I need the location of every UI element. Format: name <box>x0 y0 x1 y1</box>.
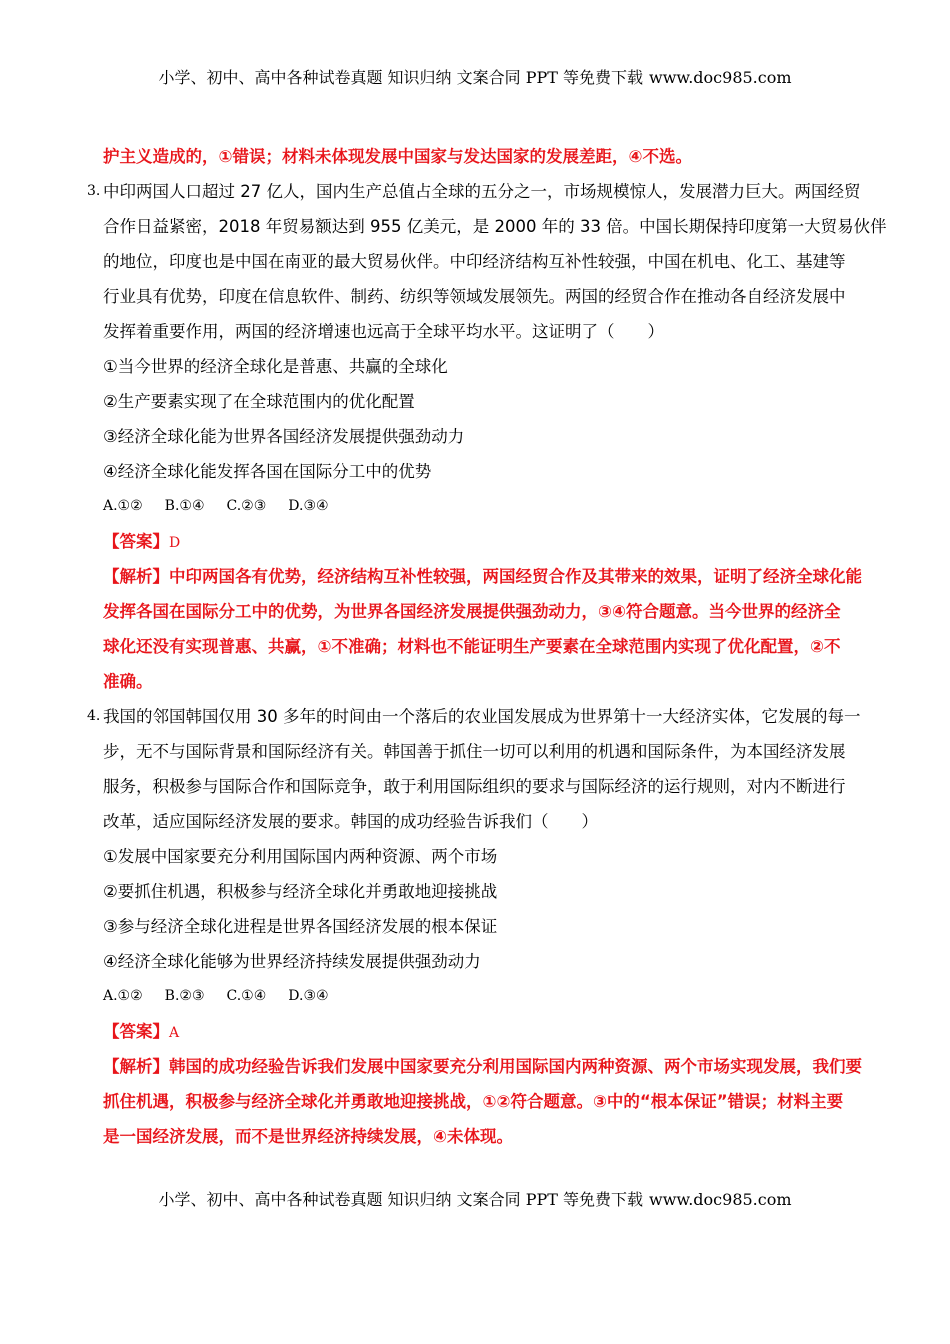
q4-analysis-line: 抓住机遇，积极参与经济全球化并勇敢地迎接挑战，①②符合题意。③中的“根本保证”错误；材料主要 <box>103 1092 844 1111</box>
q4-option-d[interactable]: D.③④ <box>288 988 329 1004</box>
q3-analysis-line: 球化还没有实现普惠、共赢，①不准确；材料也不能证明生产要素在全球范围内实现了优化配置，②不 <box>103 637 841 656</box>
q3-analysis-line: 发挥各国在国际分工中的优势，为世界各国经济发展提供强劲动力，③④符合题意。当今世界的经济全 <box>103 602 841 621</box>
q4-statement: ②要抓住机遇，积极参与经济全球化并勇敢地迎接挑战 <box>103 882 498 901</box>
q4-answer <box>103 1014 873 1049</box>
q3-stem-line: 行业具有优势，印度在信息软件、制药、纺织等领域发展领先。两国的经贸合作在推动各自经济发展中 <box>103 287 846 306</box>
q4-answer-value: A <box>169 1025 180 1041</box>
question-4 <box>87 699 873 1154</box>
header-site: www.doc985.com <box>649 68 792 87</box>
q4-analysis-label: 【解析】 <box>103 1057 169 1076</box>
q3-analysis-line: 准确。 <box>103 672 153 691</box>
q3-option-b[interactable]: B.①④ <box>164 498 205 514</box>
q3-stem-line: 的地位，印度也是中国在南亚的最大贸易伙伴。中印经济结构互补性较强，中国在机电、化工、基建等 <box>103 252 846 271</box>
page-header <box>0 68 950 88</box>
q4-stem-line: 改革，适应国际经济发展的要求。韩国的成功经验告诉我们（ ） <box>103 812 598 831</box>
q3-statement: ④经济全球化能发挥各国在国际分工中的优势 <box>103 462 432 481</box>
q3-number: 3. <box>87 183 101 199</box>
q4-statement: ①发展中国家要充分利用国际国内两种资源、两个市场 <box>103 847 498 866</box>
q3-answer-label: 【答案】 <box>103 532 169 551</box>
q3-stem-line: 合作日益紧密，2018 年贸易额达到 955 亿美元，是 2000 年的 33 倍。中国长期保持印度第一大贸易伙伴 <box>103 217 887 236</box>
q4-stem-line: 步，无不与国际背景和国际经济有关。韩国善于抓住一切可以利用的机遇和国际条件，为本国经济发展 <box>103 742 846 761</box>
q3-answer <box>103 524 873 559</box>
footer-site: www.doc985.com <box>649 1190 792 1209</box>
q3-options <box>103 489 873 524</box>
q3-option-a[interactable]: A.①② <box>103 498 143 514</box>
q4-stem-line: 服务，积极参与国际合作和国际竞争，敢于利用国际组织的要求与国际经济的运行规则，对内不断进行 <box>103 777 846 796</box>
q4-option-a[interactable]: A.①② <box>103 988 143 1004</box>
q4-statement: ③参与经济全球化进程是世界各国经济发展的根本保证 <box>103 917 498 936</box>
q3-option-c[interactable]: C.②③ <box>226 498 267 514</box>
header-text: 小学、初中、高中各种试卷真题 知识归纳 文案合同 PPT 等免费下载 <box>158 68 644 87</box>
q4-options <box>103 979 873 1014</box>
q3-answer-value: D <box>169 535 181 551</box>
page-footer <box>0 1190 950 1210</box>
q4-answer-label: 【答案】 <box>103 1022 169 1041</box>
q3-option-d[interactable]: D.③④ <box>288 498 329 514</box>
q4-number: 4. <box>87 708 101 724</box>
q4-option-c[interactable]: C.①④ <box>226 988 267 1004</box>
q4-analysis-line: 是一国经济发展，而不是世界经济持续发展，④未体现。 <box>103 1127 513 1146</box>
footer-text: 小学、初中、高中各种试卷真题 知识归纳 文案合同 PPT 等免费下载 <box>158 1190 644 1209</box>
q3-analysis-line: 【解析】中印两国各有优势，经济结构互补性较强，两国经贸合作及其带来的效果，证明了经济全球化能 <box>103 567 862 586</box>
prev-analysis-tail: 护主义造成的，①错误；材料未体现发展中国家与发达国家的发展差距，④不选。 <box>103 147 692 166</box>
q4-statement: ④经济全球化能够为世界经济持续发展提供强劲动力 <box>103 952 481 971</box>
q3-analysis-label: 【解析】 <box>103 567 169 586</box>
q3-stem-line: 发挥着重要作用，两国的经济增速也远高于全球平均水平。这证明了（ ） <box>103 322 664 341</box>
document-body <box>87 139 887 1154</box>
q4-option-b[interactable]: B.②③ <box>164 988 205 1004</box>
q3-statement: ③经济全球化能为世界各国经济发展提供强劲动力 <box>103 427 465 446</box>
q3-statement: ①当今世界的经济全球化是普惠、共赢的全球化 <box>103 357 448 376</box>
q4-analysis-line: 【解析】韩国的成功经验告诉我们发展中国家要充分利用国际国内两种资源、两个市场实现发展，我们要 <box>103 1057 862 1076</box>
q4-stem-line: 4. 我国的邻国韩国仅用 30 多年的时间由一个落后的农业国发展成为世界第十一大经济实体，它发展的每一 <box>103 699 873 734</box>
question-3 <box>87 174 887 699</box>
q3-stem-line: 3. 中印两国人口超过 27 亿人，国内生产总值占全球的五分之一，市场规模惊人，发展潜力巨大。两国经贸 <box>103 174 873 209</box>
q3-statement: ②生产要素实现了在全球范围内的优化配置 <box>103 392 415 411</box>
